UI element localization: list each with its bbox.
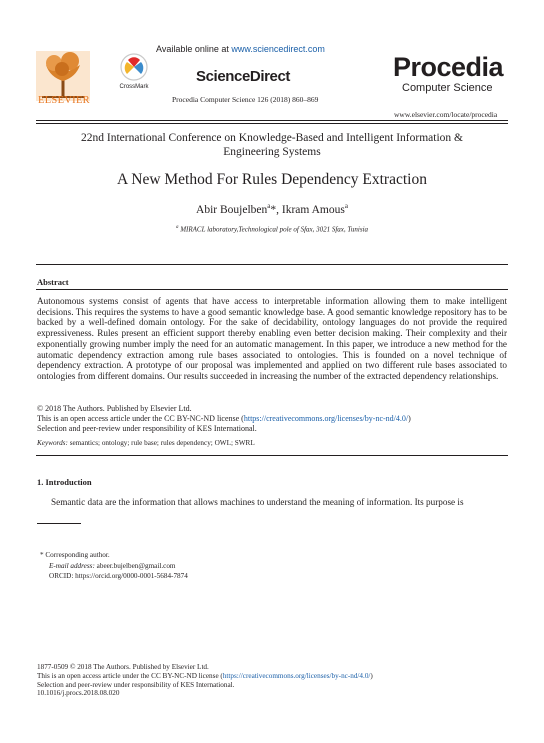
crossmark-label: CrossMark	[119, 84, 149, 90]
copyright-block	[37, 404, 411, 434]
email-address[interactable]: abeer.bujelben@gmail.com	[94, 561, 176, 570]
author-affiliation-mark: a	[267, 202, 271, 210]
keywords-list: semantics; ontology; rule base; rules dependency; OWL; SWRL	[67, 439, 255, 447]
affiliation-text: MIRACL laboratory,Technological pole of Sfax, 3021 Sfax, Tunisia	[180, 225, 369, 234]
available-online-line	[156, 44, 325, 54]
license-suffix: )	[408, 414, 411, 423]
corresponding-mark: *	[270, 203, 277, 216]
bottom-license-line	[37, 672, 373, 681]
sciencedirect-brand: ScienceDirect	[196, 68, 291, 85]
abstract-heading-rule	[36, 289, 508, 290]
crossmark-icon[interactable]	[117, 52, 151, 90]
header-divider-secondary	[36, 123, 508, 124]
publication-info	[37, 663, 373, 698]
author-affiliation-mark: a	[344, 202, 348, 210]
copyright-line: © 2018 The Authors. Published by Elsevier Ltd.	[37, 404, 192, 413]
issn-line: 1877-0509 © 2018 The Authors. Published by Elsevier Ltd.	[37, 663, 209, 671]
peer-review-line: Selection and peer-review under responsibility of KES International.	[37, 424, 257, 433]
doi-line[interactable]: 10.1016/j.procs.2018.08.020	[37, 689, 120, 698]
author-list	[40, 202, 504, 216]
journal-citation: Procedia Computer Science 126 (2018) 860–869	[172, 95, 319, 104]
available-online-prefix: Available online at	[156, 44, 232, 54]
affiliation	[40, 225, 504, 233]
abstract-text: Autonomous systems consist of agents that have access to interpretable information allowing them to make intelligent decisions. This requires the systems to have a good semantic knowledge base. A good semantic knowledge repository has to be backed by a well-defined domain ontology. For the sake of decidability, ontology languages do not provide the required expressiveness. Rules present an efficient support thereby enabling even better decision making. Their complexity and their exponentially growing number imply the need for an automatic management. In this paper, we introduce a new method for the automatic dependency extraction among rule bases associated to ontologies. This is founded on a novel technique of dependency extraction. A prototype of our proposal was implemented and applied on two different rule bases associated to ontologies from different domains. Our results succeeded in increasing the number of the extracted dependency relationships.	[37, 296, 507, 381]
sciencedirect-link[interactable]: www.sciencedirect.com	[231, 44, 325, 54]
header-divider	[36, 120, 508, 121]
license-line	[37, 414, 411, 424]
email-label: E-mail address:	[49, 561, 95, 570]
corresponding-author-note: * Corresponding author.	[40, 551, 110, 559]
author-separator: ,	[276, 203, 282, 216]
conference-name	[40, 131, 504, 159]
bottom-license-link[interactable]: https://creativecommons.org/licenses/by-nc-nd/4.0/	[222, 671, 371, 680]
paper-title: A New Method For Rules Dependency Extraction	[117, 171, 427, 188]
email-line	[40, 561, 188, 572]
affiliation-mark: a	[175, 225, 179, 230]
section-heading: 1. Introduction	[37, 477, 92, 487]
bottom-peer-review-line: Selection and peer-review under responsibility of KES International.	[37, 680, 235, 689]
conference-line-2: Engineering Systems	[223, 146, 321, 158]
author-name: Abir Boujelben	[196, 203, 268, 216]
procedia-logo: Procedia	[393, 52, 504, 82]
keywords-bottom-rule	[36, 455, 508, 456]
bottom-license-suffix: )	[370, 671, 373, 680]
keywords-line	[37, 439, 255, 447]
elsevier-wordmark: ELSEVIER	[38, 95, 90, 106]
keywords-label: Keywords:	[37, 439, 68, 447]
author-name: Ikram Amous	[281, 203, 345, 216]
procedia-url[interactable]: www.elsevier.com/locate/procedia	[394, 110, 498, 119]
footnote-rule	[37, 523, 81, 524]
license-prefix: This is an open access article under the CC BY-NC-ND license (	[37, 414, 244, 423]
procedia-subtitle: Computer Science	[402, 82, 493, 94]
abstract-heading: Abstract	[37, 277, 69, 287]
introduction-text: Semantic data are the information that allows machines to understand the meaning of information. Its purpose is	[51, 497, 464, 507]
conference-line-1: 22nd International Conference on Knowledge-Based and Intelligent Information &	[81, 132, 463, 144]
footnote-block	[40, 550, 188, 582]
license-link[interactable]: https://creativecommons.org/licenses/by-nc-nd/4.0/	[243, 414, 409, 423]
abstract-top-rule	[36, 264, 508, 265]
orcid-line[interactable]: ORCID: https://orcid.org/0000-0001-5684-7874	[49, 572, 188, 580]
bottom-license-prefix: This is an open access article under the CC BY-NC-ND license (	[37, 671, 223, 680]
